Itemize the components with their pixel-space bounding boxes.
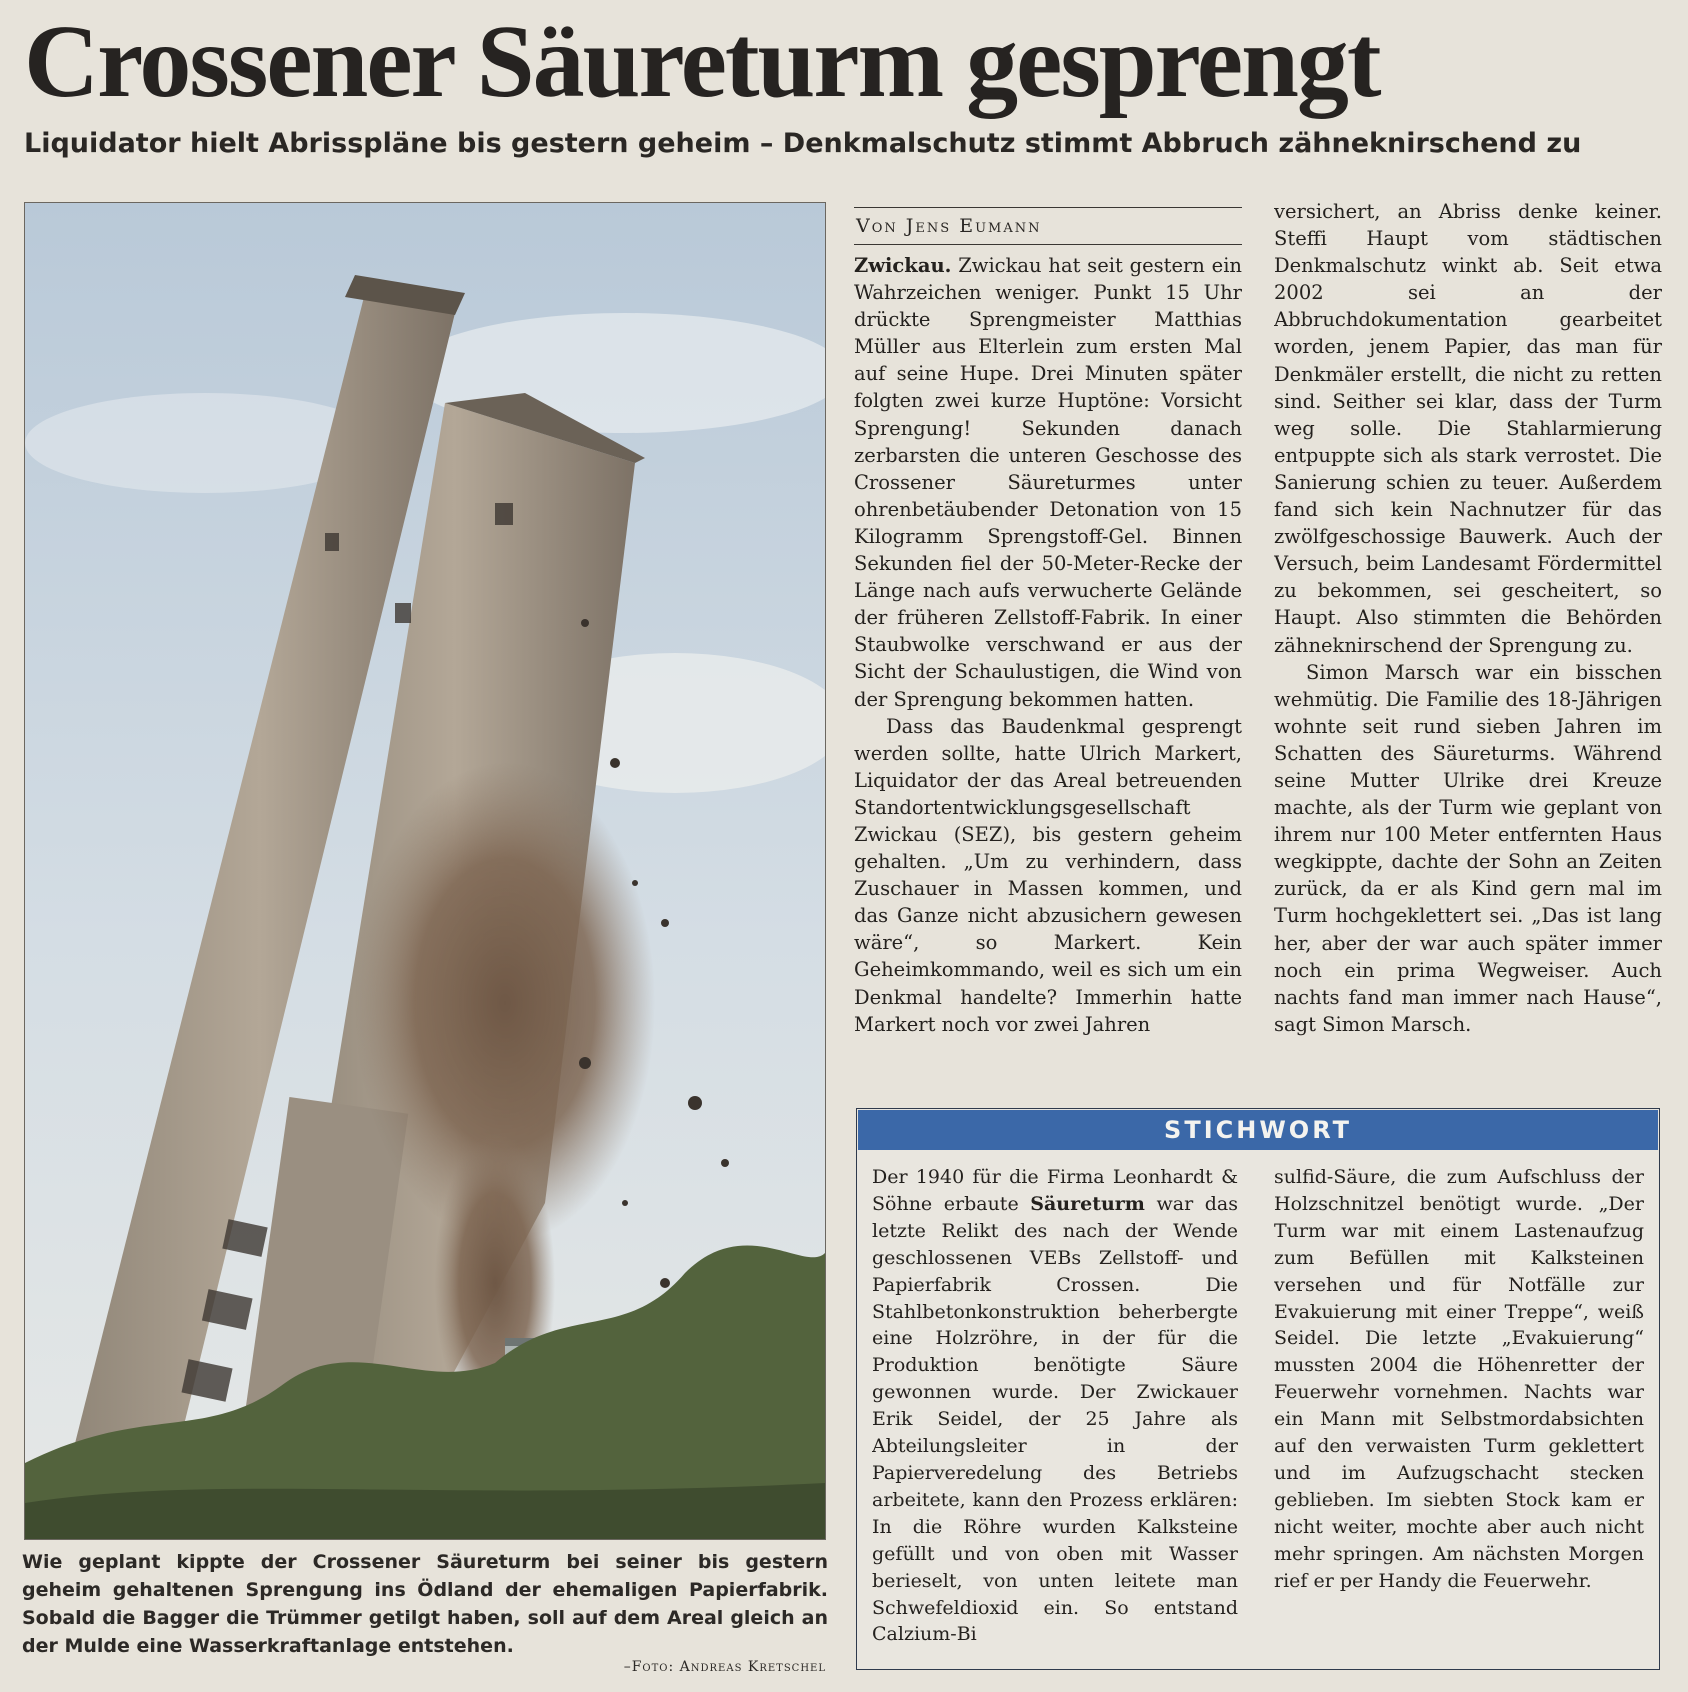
- byline: Von Jens Eumann: [854, 207, 1242, 245]
- stichwort-text: Der 1940 für die Firma Leonhardt & Söhne erbaute: [872, 1166, 1238, 1215]
- stichwort-paragraph-2: sulfid-Säure, die zum Aufschluss der Holzschnitzel benötigt wurde. „Der Turm war mit einem Lastenaufzug zum Befüllen mit Kalksteinen versehen und für Notfälle zur Evakuierung mit einer Treppe“, weiß Seidel. Die letzte „Evakuierung“ mussten 2004 die Höhenretter der Feuerwehr vornehmen. Nachts war ein Mann mit Selbstmordabsichten auf den verwaisten Turm geklettert und im Aufzugschacht stecken geblieben. Im siebten Stock kam er nicht weiter, mochte aber auch nicht mehr springen. Am nächsten Morgen rief er per Handy die Feuerwehr.: [1274, 1166, 1644, 1592]
- article-paragraph-2: Dass das Baudenkmal gesprengt werden sollte, hatte Ulrich Markert, Liquidator der das Areal betreuenden Standortentwicklungsgesellschaft Zwickau (SEZ), bis gestern geheim gehalten. „Um zu verhindern, dass Zuschauer in Massen kommen, und das Ganze nicht abzusichern gewesen wäre“, so Markert. Kein Geheimkommando, weil es sich um ein Denkmal handelte? Immerhin hatte Markert noch vor zwei Jahren: [854, 714, 1242, 1036]
- stichwort-column-1: [872, 1164, 1238, 1654]
- stichwort-heading: STICHWORT: [858, 1110, 1658, 1150]
- photo-caption: Wie geplant kippte der Crossener Säureturm bei seiner bis gestern geheim gehaltenen Sprengung ins Ödland der ehemaligen Papierfabrik. Sobald die Bagger die Trümmer getilgt haben, soll auf dem Areal gleich an der Mulde eine Wasserkraftanlage entstehen.: [22, 1551, 828, 1657]
- photo-credit: –Foto: Andreas Kretschel: [623, 1659, 826, 1675]
- article-column-1: [854, 252, 1242, 1084]
- subheadline: Liquidator hielt Abrisspläne bis gestern geheim – Denkmalschutz stimmt Abbruch zähneknirschend zu: [24, 128, 1582, 159]
- article-paragraph-1: [854, 252, 1242, 713]
- article-text: Zwickau hat seit gestern ein Wahrzeichen weniger. Punkt 15 Uhr drückte Sprengmeister Matthias Müller aus Elterlein zum ersten Mal auf seine Hupe. Drei Minuten später folgten zwei kurze Huptöne: Vorsicht Sprengung! Sekunden danach zerbarsten die unteren Geschosse des Crossener Säureturmes unter ohrenbetäubender Detonation von 15 Kilogramm Sprengstoff-Gel. Binnen Sekunden fiel der 50-Meter-Recke der Länge nach aufs verwucherte Gelände der früheren Zellstoff-Fabrik. In einer Staubwolke verschwand er aus der Sicht der Schaulustigen, die Wind von der Sprengung bekommen hatten.: [854, 254, 1242, 711]
- tower-demolition-photo: [25, 203, 825, 1539]
- stichwort-column-2: [1274, 1164, 1644, 1654]
- stichwort-keyword: Säureturm: [1030, 1192, 1145, 1215]
- stichwort-paragraph-1: [872, 1164, 1238, 1648]
- stichwort-text: war das letzte Relikt des nach der Wende geschlossenen VEBs Zellstoff- und Papierfabrik Crossen. Die Stahlbetonkonstruktion beherbergte eine Holzröhre, in der für die Produktion benötigte Säure gewonnen wurde. Der Zwickauer Erik Seidel, der 25 Jahre als Abteilungsleiter in der Papierveredelung des Betriebs arbeitete, kann den Prozess erklären: In die Röhre wurden Kalksteine gefüllt und von oben mit Wasser berieselt, von unten leitete man Schwefeldioxid ein. So entstand Calzium-Bi: [872, 1192, 1238, 1646]
- news-photo: [24, 202, 826, 1540]
- article-paragraph-4: Simon Marsch war ein bisschen wehmütig. Die Familie des 18-Jährigen wohnte seit rund sieben Jahren im Schatten des Säureturms. Während seine Mutter Ulrike drei Kreuze machte, als der Turm wie geplant von ihrem nur 100 Meter entfernten Haus wegkippte, dachte der Sohn an Zeiten zurück, da er als Kind gern mal im Turm hochgeklettert sei. „Das ist lang her, aber der war auch später immer noch ein prima Wegweiser. Auch nachts fand man immer nach Hause“, sagt Simon Marsch.: [1274, 660, 1662, 1036]
- dateline: Zwickau.: [854, 254, 952, 277]
- article-column-2: [1274, 198, 1662, 1084]
- article-paragraph-3: versichert, an Abriss denke keiner. Steffi Haupt vom städtischen Denkmalschutz winkt ab. Seit etwa 2002 sei an der Abbruchdokumentation gearbeitet worden, jenem Papier, das man für Denkmäler erstellt, die nicht zu retten sind. Seither sei klar, dass der Turm weg solle. Die Stahlarmierung entpuppte sich als stark verrostet. Die Sanierung schien zu teuer. Außerdem fand sich kein Nachnutzer für das zwölfgeschossige Bauwerk. Auch der Versuch, beim Landesamt Fördermittel zu bekommen, sei gescheitert, so Haupt. Also stimmten die Behörden zähneknirschend der Sprengung zu.: [1274, 200, 1662, 657]
- headline: Crossener Säureturm gesprengt: [24, 4, 1380, 119]
